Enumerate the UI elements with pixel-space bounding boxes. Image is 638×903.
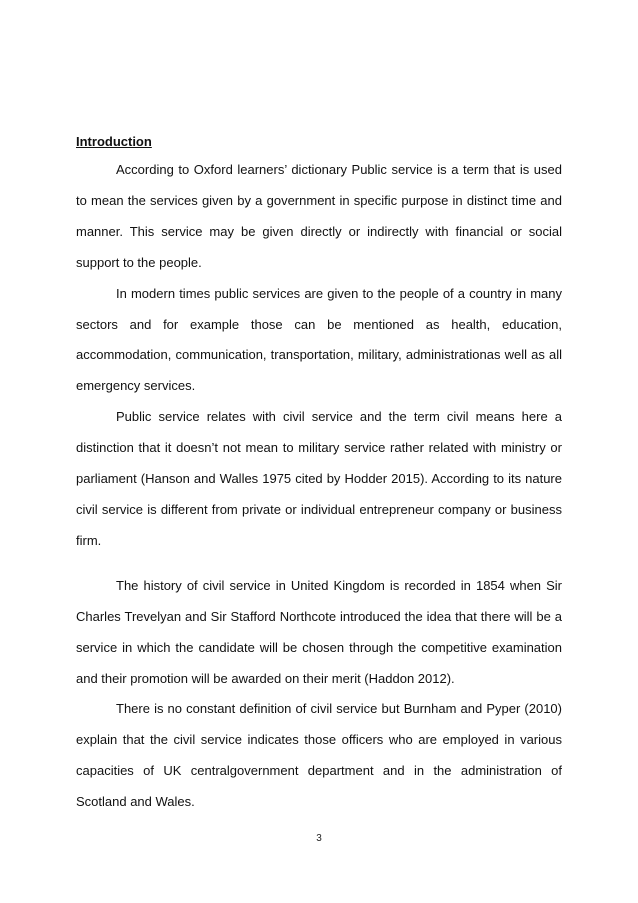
paragraph-history: The history of civil service in United Kingdom is recorded in 1854 when Sir Charles Trevelyan and Sir Stafford Northcote introduced the idea that there will be a service in which the candidate will be chosen through the competitive examination and their promotion will be awarded on their merit (Haddon 2012). bbox=[76, 577, 562, 686]
paragraph-definition: According to Oxford learners’ dictionary Public service is a term that is used to mean the services given by a government in specific purpose in distinct time and manner. This service may be given directly or indirectly with financial or social support to the people. bbox=[76, 162, 562, 270]
page-number: 3 bbox=[316, 833, 322, 844]
page-body bbox=[76, 130, 562, 818]
paragraph-civil-service-meaning: Public service relates with civil service and the term civil means here a distinction that it doesn’t not mean to military service rather related with ministry or parliament (Hanson and Walles 1975 cited by Hodder 2015). According to its nature civil service is different from private or individual entrepreneur company or business firm. bbox=[76, 409, 562, 548]
paragraph-definition-burnham-pyper: There is no constant definition of civil service but Burnham and Pyper (2010) explain that the civil service indicates those officers who are employed in various capacities of UK centralgovernment department and in the administration of Scotland and Wales. bbox=[76, 701, 562, 810]
paragraph-modern-services: In modern times public services are given to the people of a country in many sectors and for example those can be mentioned as health, education, accommodation, communication, transportation, military, administrationas well as all emergency services. bbox=[76, 285, 562, 394]
section-heading: Introduction bbox=[76, 134, 152, 149]
